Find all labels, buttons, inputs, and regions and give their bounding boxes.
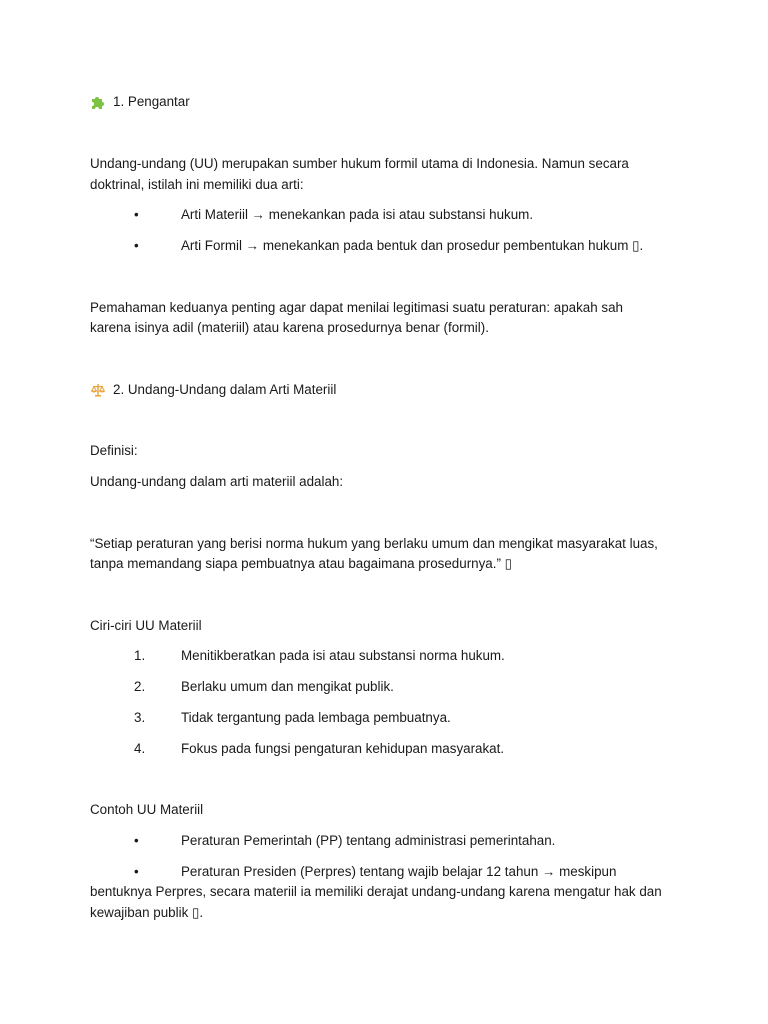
contoh-item: Peraturan Presiden (Perpres) tentang wajib belajar 12 tahun → meskipun <box>181 864 617 879</box>
ciri-item: Tidak tergantung pada lembaga pembuatnya. <box>181 710 451 725</box>
section-2-title: 2. Undang-Undang dalam Arti Materiil <box>113 382 337 397</box>
bullet-marker: • <box>134 864 139 879</box>
bullet-arti-materiil: Arti Materiil → menekankan pada isi atau substansi hukum. <box>181 207 534 222</box>
intro-line-1: Undang-undang (UU) merupakan sumber hukum formil utama di Indonesia. Namun secara <box>90 156 629 171</box>
list-number: 4. <box>134 741 146 756</box>
scales-icon <box>90 382 106 398</box>
ciri-heading: Ciri-ciri UU Materiil <box>90 618 202 633</box>
quote-line-1: “Setiap peraturan yang berisi norma hukum yang berlaku umum dan mengikat masyarakat luas, <box>90 536 658 551</box>
definisi-text: Undang-undang dalam arti materiil adalah: <box>90 474 344 489</box>
intro-line-2: doktrinal, istilah ini memiliki dua arti: <box>90 177 304 192</box>
contoh-continuation-1: bentuknya Perpres, secara materiil ia memiliki derajat undang-undang karena mengatur hak dan <box>90 884 662 899</box>
list-number: 3. <box>134 710 146 725</box>
list-number: 1. <box>134 648 146 663</box>
bullet-marker: • <box>134 207 139 222</box>
contoh-continuation-2: kewajiban publik ▯. <box>90 905 204 920</box>
puzzle-piece-icon <box>90 94 106 110</box>
ciri-item: Berlaku umum dan mengikat publik. <box>181 679 394 694</box>
ciri-item: Menitikberatkan pada isi atau substansi norma hukum. <box>181 648 505 663</box>
contoh-heading: Contoh UU Materiil <box>90 802 204 817</box>
bullet-arti-formil: Arti Formil → menekankan pada bentuk dan prosedur pembentukan hukum ▯. <box>181 238 644 253</box>
list-number: 2. <box>134 679 146 694</box>
definisi-label: Definisi: <box>90 443 138 458</box>
section-1-title: 1. Pengantar <box>113 94 190 109</box>
quote-line-2: tanpa memandang siapa pembuatnya atau bagaimana prosedurnya.” ▯ <box>90 556 513 571</box>
bullet-marker: • <box>134 833 139 848</box>
closing-line-1: Pemahaman keduanya penting agar dapat menilai legitimasi suatu peraturan: apakah sah <box>90 300 623 315</box>
closing-line-2: karena isinya adil (materiil) atau karena prosedurnya benar (formil). <box>90 320 489 335</box>
bullet-marker: • <box>134 238 139 253</box>
section-1-heading <box>90 92 190 112</box>
section-2-heading <box>90 380 336 400</box>
contoh-item: Peraturan Pemerintah (PP) tentang administrasi pemerintahan. <box>181 833 556 848</box>
ciri-item: Fokus pada fungsi pengaturan kehidupan masyarakat. <box>181 741 505 756</box>
